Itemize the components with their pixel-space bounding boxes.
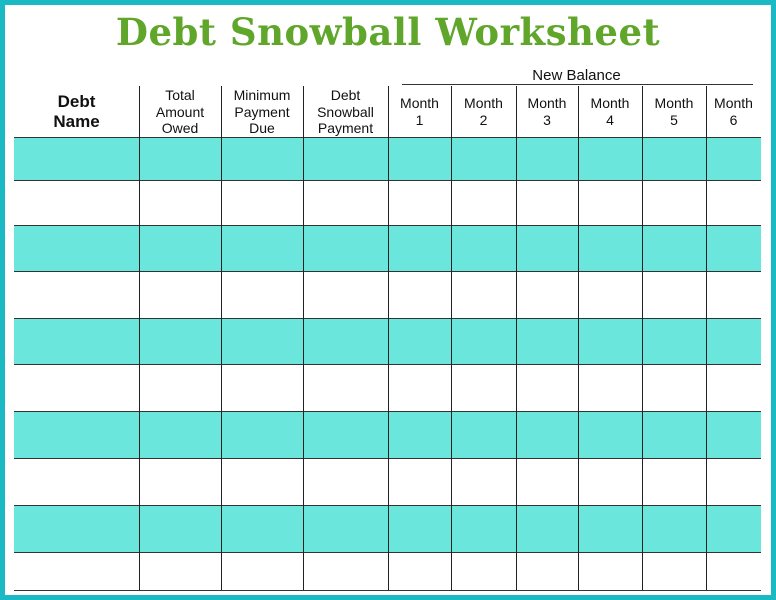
table-cell[interactable] [139,552,221,590]
table-cell[interactable] [303,364,388,411]
table-cell[interactable] [642,225,706,271]
column-header-label: Month 2 [464,95,503,128]
table-cell[interactable] [578,225,642,271]
table-cell[interactable] [578,458,642,505]
table-cell[interactable] [706,458,761,505]
table-cell[interactable] [516,137,578,180]
table-cell[interactable] [14,318,139,364]
column-header-label: Total Amount Owed [155,86,205,137]
table-cell[interactable] [139,225,221,271]
table-cell[interactable] [221,137,303,180]
table-cell[interactable] [139,137,221,180]
table-cell[interactable] [578,137,642,180]
table-cell[interactable] [516,364,578,411]
table-cell[interactable] [221,505,303,552]
group-header-rule [402,84,753,85]
table-cell[interactable] [139,505,221,552]
table-cell[interactable] [139,318,221,364]
table-cell[interactable] [139,411,221,458]
table-cell[interactable] [451,364,516,411]
table-cell[interactable] [388,225,451,271]
table-cell[interactable] [303,505,388,552]
table-cell[interactable] [303,552,388,590]
table-cell[interactable] [642,505,706,552]
column-divider [221,86,222,590]
table-cell[interactable] [516,180,578,225]
table-cell[interactable] [221,180,303,225]
column-header [139,86,221,138]
table-cell[interactable] [642,180,706,225]
table-cell[interactable] [388,458,451,505]
column-header-label: Debt Name [53,91,100,131]
table-cell[interactable] [642,458,706,505]
column-header-label: Month 4 [590,95,630,128]
table-cell[interactable] [706,505,761,552]
table-cell[interactable] [451,318,516,364]
table-cell[interactable] [451,458,516,505]
table-cell[interactable] [706,411,761,458]
column-header-label: Month 1 [400,95,439,128]
table-cell[interactable] [516,318,578,364]
table-cell[interactable] [14,411,139,458]
table-cell[interactable] [578,505,642,552]
table-cell[interactable] [139,271,221,318]
column-divider [303,86,304,590]
table-cell[interactable] [451,225,516,271]
table-cell[interactable] [221,458,303,505]
table-cell[interactable] [642,552,706,590]
table-cell[interactable] [388,505,451,552]
table-cell[interactable] [303,180,388,225]
column-header [516,86,578,138]
table-cell[interactable] [706,552,761,590]
table-cell[interactable] [706,180,761,225]
table-cell[interactable] [388,411,451,458]
table-cell[interactable] [451,552,516,590]
column-header-label: Month 3 [527,95,567,128]
column-divider [451,86,452,590]
column-divider [516,86,517,590]
page-title: Debt Snowball Worksheet [115,10,661,54]
table-cell[interactable] [221,318,303,364]
table-cell[interactable] [303,137,388,180]
table-cell[interactable] [516,411,578,458]
table-cell[interactable] [221,411,303,458]
table-cell[interactable] [221,552,303,590]
table-cell[interactable] [642,411,706,458]
table-cell[interactable] [516,505,578,552]
table-cell[interactable] [14,225,139,271]
table-cell[interactable] [303,411,388,458]
column-divider [642,86,643,590]
table-cell[interactable] [642,137,706,180]
table-cell[interactable] [14,505,139,552]
table-cell[interactable] [642,271,706,318]
table-cell[interactable] [516,271,578,318]
column-header [14,86,139,138]
table-cell[interactable] [388,180,451,225]
table-cell[interactable] [516,458,578,505]
column-divider [578,86,579,590]
column-header-label: Month 5 [654,95,694,128]
table-cell[interactable] [451,137,516,180]
table-cell[interactable] [706,318,761,364]
table-cell[interactable] [303,225,388,271]
table-cell[interactable] [451,411,516,458]
column-divider [706,86,707,590]
column-header [221,86,303,138]
column-divider [388,86,389,590]
column-header [578,86,642,138]
table-cell[interactable] [578,318,642,364]
table-cell[interactable] [303,318,388,364]
new-balance-group-header: New Balance [532,67,621,84]
column-header-label: Month 6 [714,95,753,128]
column-header [642,86,706,138]
table-cell[interactable] [14,271,139,318]
table-cell[interactable] [139,180,221,225]
table-cell[interactable] [516,552,578,590]
table-cell[interactable] [388,318,451,364]
table-cell[interactable] [451,180,516,225]
table-cell[interactable] [642,318,706,364]
column-header [706,86,761,138]
column-header [451,86,516,138]
table-cell[interactable] [14,364,139,411]
table-cell[interactable] [14,552,139,590]
table-cell[interactable] [14,458,139,505]
table-cell[interactable] [139,458,221,505]
column-header-label: Debt Snowball Payment [317,86,374,137]
table-cell[interactable] [221,364,303,411]
table-cell[interactable] [706,137,761,180]
table-cell[interactable] [303,271,388,318]
column-divider [139,86,140,590]
table-cell[interactable] [388,271,451,318]
table-cell[interactable] [221,225,303,271]
table-cell[interactable] [14,137,139,180]
table-cell[interactable] [388,364,451,411]
table-cell[interactable] [451,505,516,552]
table-cell[interactable] [388,137,451,180]
table-cell[interactable] [706,364,761,411]
table-cell[interactable] [451,271,516,318]
table-cell[interactable] [139,364,221,411]
table-cell[interactable] [14,180,139,225]
table-cell[interactable] [642,364,706,411]
table-cell[interactable] [578,364,642,411]
table-cell[interactable] [578,271,642,318]
column-header [303,86,388,138]
row-divider [14,590,761,591]
column-header-label: Minimum Payment Due [233,86,291,137]
table-cell[interactable] [706,225,761,271]
table-cell[interactable] [578,180,642,225]
table-cell[interactable] [516,225,578,271]
table-cell[interactable] [578,552,642,590]
column-header [388,86,451,138]
table-cell[interactable] [388,552,451,590]
table-cell[interactable] [221,271,303,318]
table-cell[interactable] [303,458,388,505]
table-cell[interactable] [706,271,761,318]
table-cell[interactable] [578,411,642,458]
